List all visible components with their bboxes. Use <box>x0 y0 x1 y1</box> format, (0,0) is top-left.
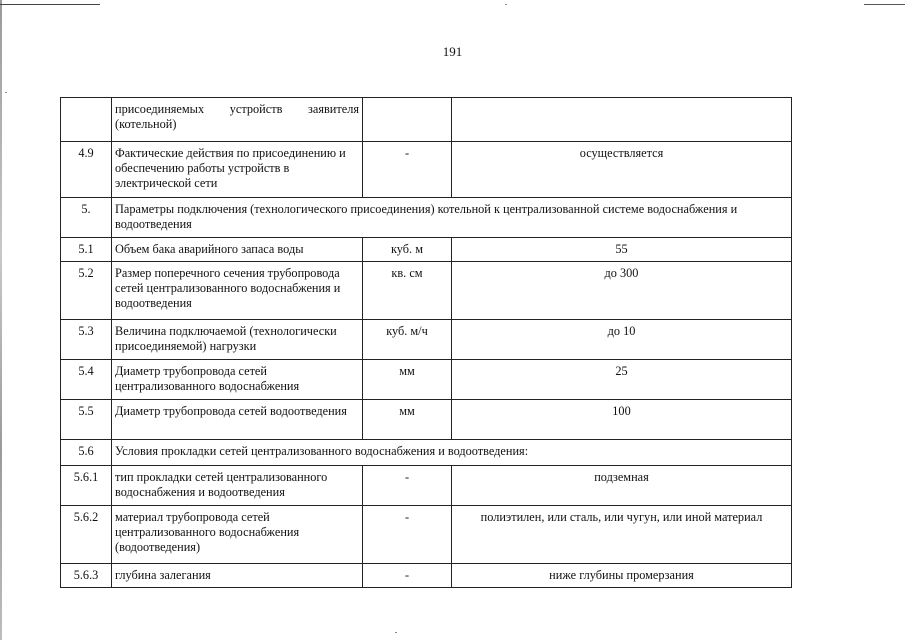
row-value: осуществляется <box>452 142 792 198</box>
scan-line-top-left <box>0 4 100 5</box>
row-value: до 10 <box>452 320 792 360</box>
row-description: Фактические действия по присоединению и обеспечению работы устройств в электрической сети <box>112 142 363 198</box>
row-unit: мм <box>363 360 452 400</box>
table-row-subsection <box>61 440 792 466</box>
table-row-section <box>61 198 792 238</box>
table-row <box>61 360 792 400</box>
row-description: Размер поперечного сечения трубопровода сетей централизованного водоснабжения и водоотведения <box>112 262 363 320</box>
table-row <box>61 142 792 198</box>
row-description: Диаметр трубопровода сетей водоотведения <box>112 400 363 440</box>
row-number: 5.6.2 <box>61 506 112 564</box>
row-unit: - <box>363 142 452 198</box>
table-row <box>61 262 792 320</box>
table-row <box>61 506 792 564</box>
row-unit: - <box>363 564 452 588</box>
row-value: 55 <box>452 238 792 262</box>
row-description: присоединяемых устройств заявителя (котельной) <box>112 98 363 142</box>
row-value: до 300 <box>452 262 792 320</box>
table-row <box>61 238 792 262</box>
parameters-table <box>60 97 792 588</box>
table-row <box>61 564 792 588</box>
row-number: 5.3 <box>61 320 112 360</box>
row-unit: - <box>363 506 452 564</box>
scan-speck <box>5 92 7 93</box>
row-number: 5.4 <box>61 360 112 400</box>
row-unit <box>363 98 452 142</box>
scan-speck <box>505 4 507 5</box>
scan-line-top-right <box>864 4 905 5</box>
row-value: 100 <box>452 400 792 440</box>
row-number: 5.1 <box>61 238 112 262</box>
table-row <box>61 98 792 142</box>
row-value: подземная <box>452 466 792 506</box>
row-description: глубина залегания <box>112 564 363 588</box>
row-value: полиэтилен, или сталь, или чугун, или иной материал <box>452 506 792 564</box>
row-number: 4.9 <box>61 142 112 198</box>
row-number: 5.6.3 <box>61 564 112 588</box>
subsection-title: Условия прокладки сетей централизованного водоснабжения и водоотведения: <box>112 440 792 466</box>
row-unit: куб. м/ч <box>363 320 452 360</box>
row-unit: куб. м <box>363 238 452 262</box>
section-number: 5. <box>61 198 112 238</box>
row-number <box>61 98 112 142</box>
row-unit: мм <box>363 400 452 440</box>
row-number: 5.2 <box>61 262 112 320</box>
page-number: 191 <box>442 44 463 59</box>
scan-edge-left <box>0 0 2 640</box>
row-unit: - <box>363 466 452 506</box>
row-number: 5.6.1 <box>61 466 112 506</box>
table-row <box>61 400 792 440</box>
scan-speck <box>395 632 397 633</box>
section-title: Параметры подключения (технологического присоединения) котельной к централизованной системе водоснабжения и водоотведения <box>112 198 792 238</box>
row-description: Объем бака аварийного запаса воды <box>112 238 363 262</box>
row-value <box>452 98 792 142</box>
row-number: 5.5 <box>61 400 112 440</box>
row-value: ниже глубины промерзания <box>452 564 792 588</box>
row-description: тип прокладки сетей централизованного водоснабжения и водоотведения <box>112 466 363 506</box>
table-row <box>61 320 792 360</box>
row-description: Величина подключаемой (технологически присоединяемой) нагрузки <box>112 320 363 360</box>
row-value: 25 <box>452 360 792 400</box>
row-unit: кв. см <box>363 262 452 320</box>
subsection-number: 5.6 <box>61 440 112 466</box>
row-description: Диаметр трубопровода сетей централизованного водоснабжения <box>112 360 363 400</box>
row-description: материал трубопровода сетей централизованного водоснабжения (водоотведения) <box>112 506 363 564</box>
table-row <box>61 466 792 506</box>
